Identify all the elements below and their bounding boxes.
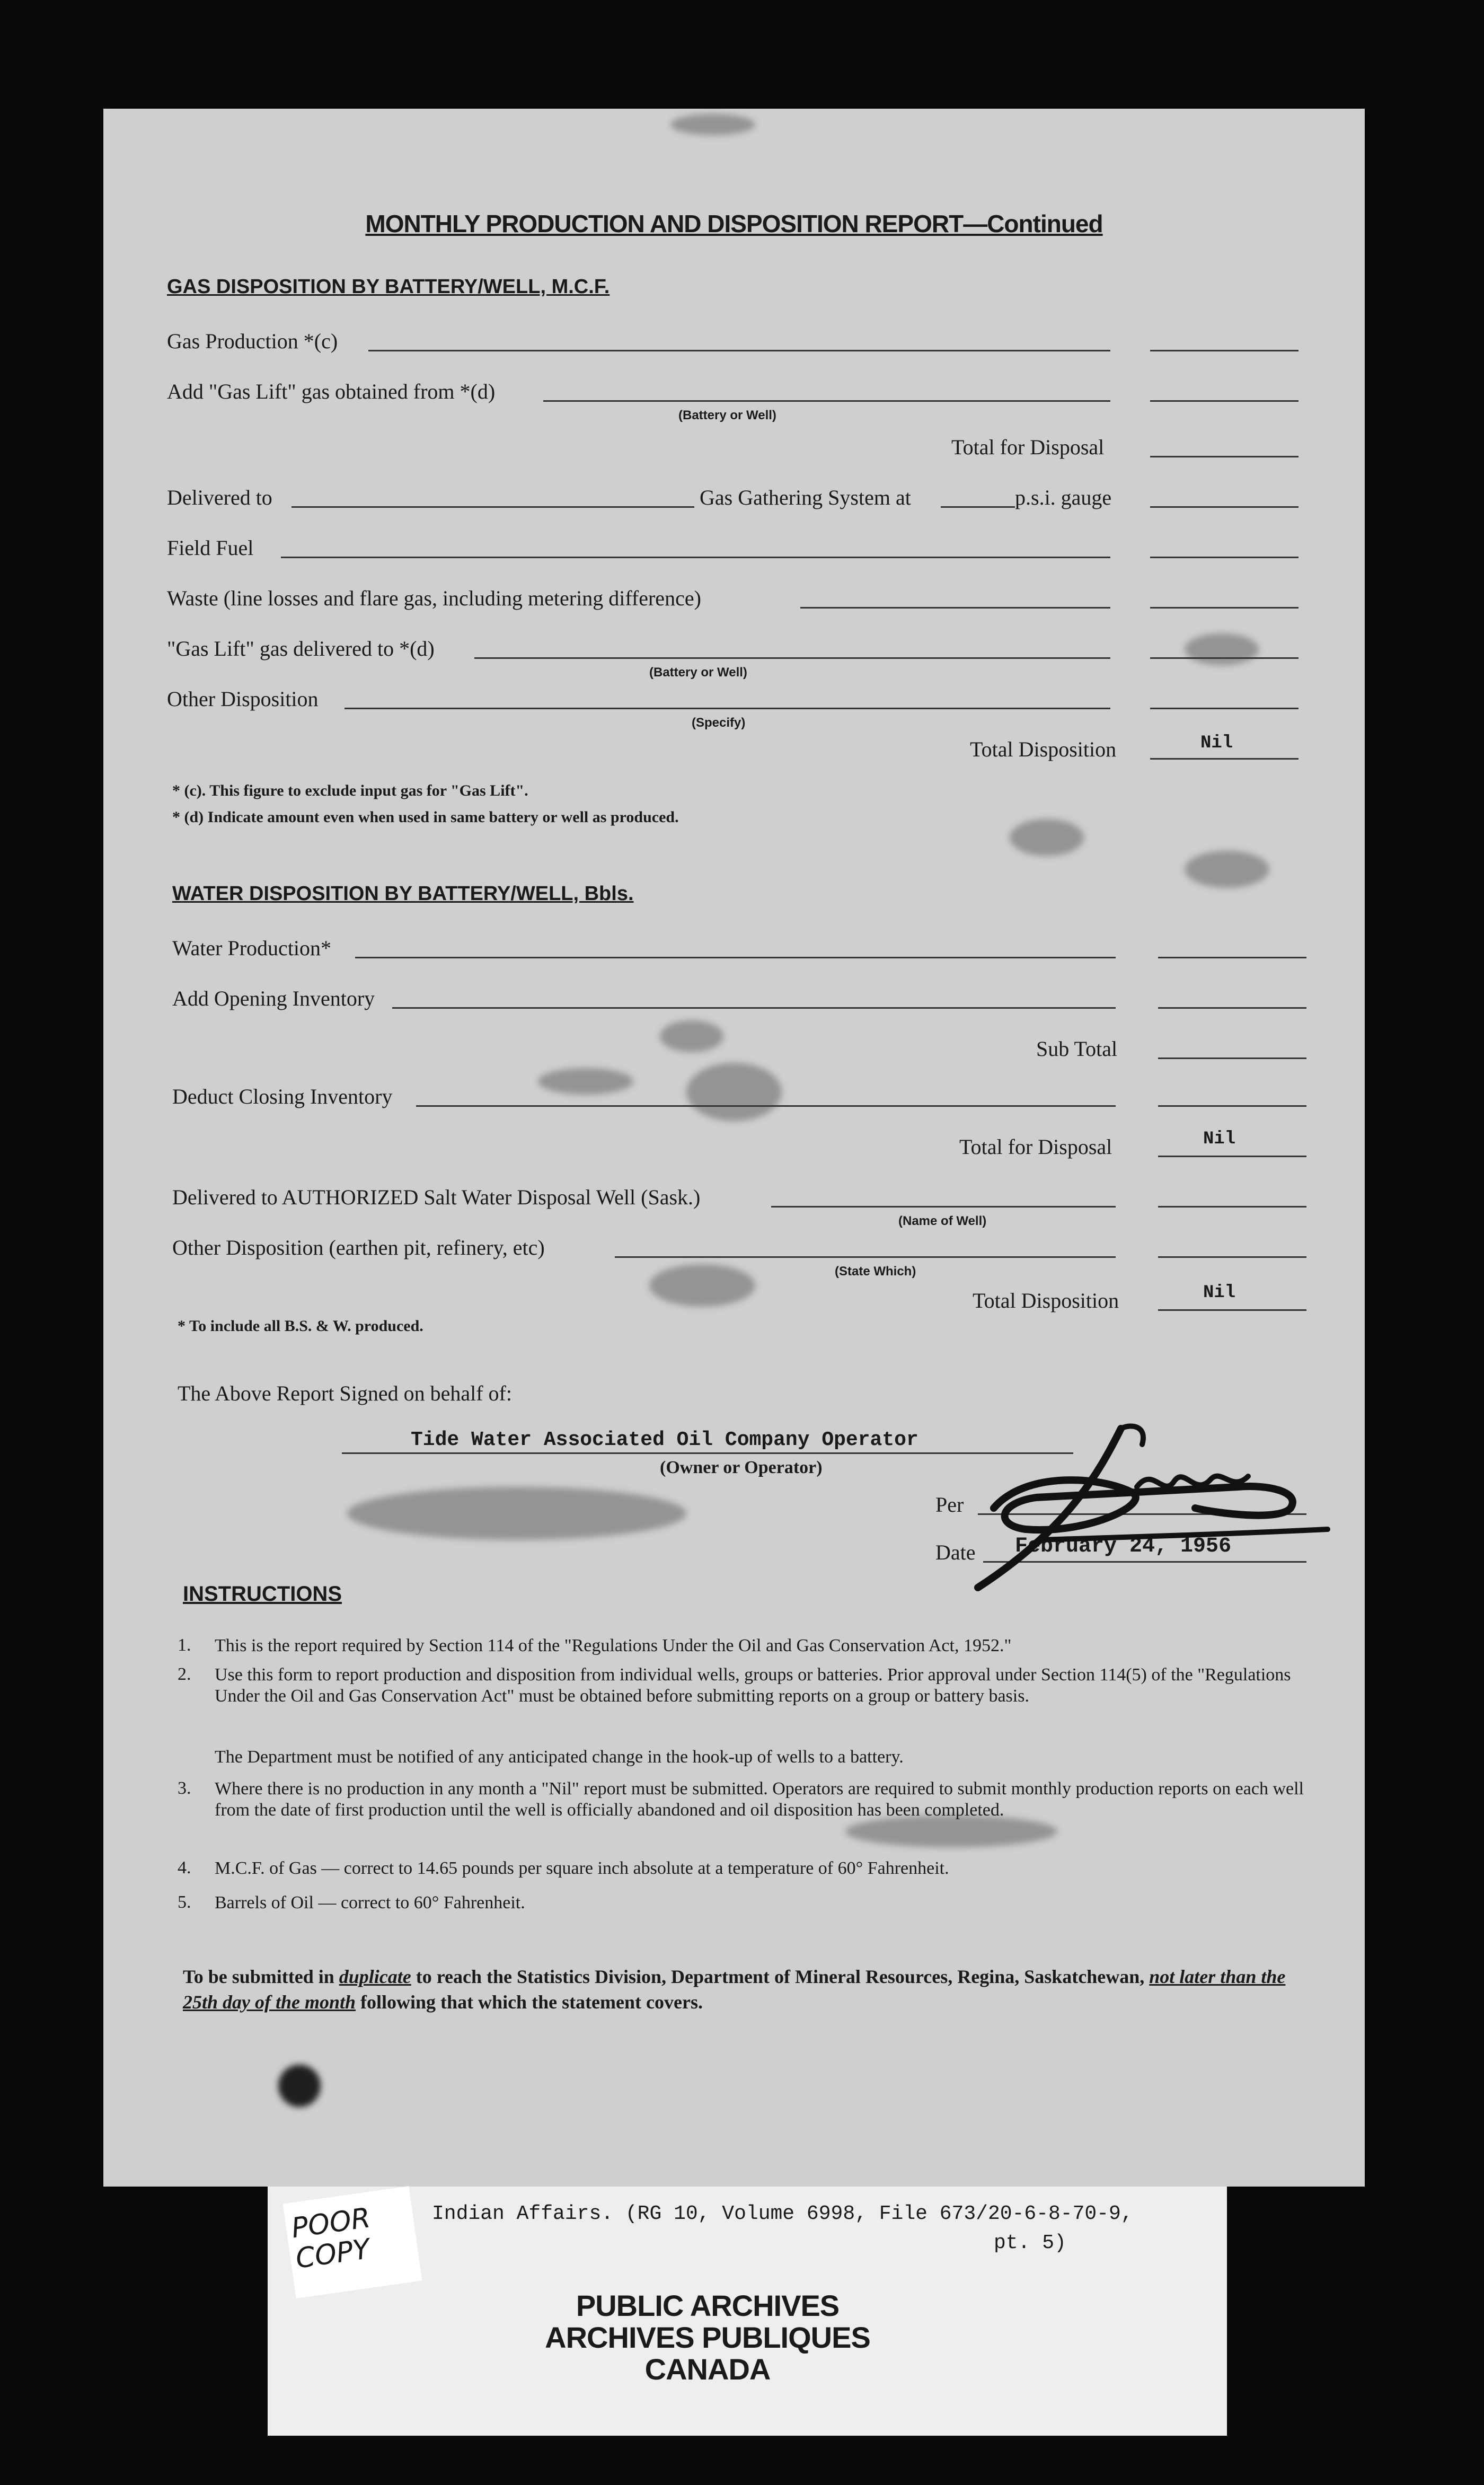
gas-section-heading: GAS DISPOSITION BY BATTERY/WELL, M.C.F. [167,276,610,298]
instruction-4-number: 4. [178,1858,191,1878]
instructions-heading: INSTRUCTIONS [183,1582,342,1606]
per-label: Per [935,1493,964,1517]
note-c: * (c). This figure to exclude input gas for "Gas Lift". [172,782,528,799]
field-fuel-label: Field Fuel [167,536,254,560]
deduct-closing-inventory-label: Deduct Closing Inventory [172,1085,393,1108]
submission-instruction [183,1964,1317,2015]
water-total-for-disposal-value: Nil [1203,1129,1236,1149]
delivered-to-amount[interactable] [1150,506,1298,508]
state-which-caption: (State Which) [835,1264,916,1279]
gas-production-line[interactable] [368,350,1110,351]
sub-total-amount[interactable] [1158,1058,1306,1059]
instruction-4: M.C.F. of Gas — correct to 14.65 pounds per square inch absolute at a temperature of 60° Fahrenheit. [215,1858,949,1878]
gas-total-disposition-label: Total Disposition [970,737,1117,761]
water-other-disposition-label: Other Disposition (earthen pit, refinery, etc) [172,1236,545,1259]
archive-reference-line-1: Indian Affairs. (RG 10, Volume 6998, File 673/20-6-8-70-9, [432,2202,1133,2225]
delivered-authorized-line[interactable] [771,1206,1116,1208]
add-opening-inventory-amount[interactable] [1158,1007,1306,1009]
gas-total-for-disposal-label: Total for Disposal [951,435,1105,459]
instruction-2-note: The Department must be notified of any anticipated change in the hook-up of wells to a battery. [215,1747,904,1767]
company-name: Tide Water Associated Oil Company Operator [411,1429,918,1451]
psi-line[interactable] [941,506,1015,508]
submit-part-2: to reach the Statistics Division, Department of Mineral Resources, Regina, Saskatchewan, [411,1966,1150,1987]
instruction-5-number: 5. [178,1892,191,1912]
waste-amount[interactable] [1150,607,1298,609]
water-note: * To include all B.S. & W. produced. [178,1317,423,1335]
instruction-2: Use this form to report production and disposition from individual wells, groups or batteries. Prior approval under Section 114(5) of the "Regulations Under the Oil and Gas Conservation Act" must be obtained before submitting reports on a group or battery basis. [215,1665,1291,1706]
submit-part-1: To be submitted in [183,1966,339,1987]
submit-part-3: following that which the statement covers. [356,1991,703,2013]
signed-on-behalf-label: The Above Report Signed on behalf of: [178,1381,512,1405]
deduct-closing-inventory-line[interactable] [416,1105,1116,1107]
note-d: * (d) Indicate amount even when used in same battery or well as produced. [172,808,679,826]
gas-lift-delivered-amount[interactable] [1150,657,1298,659]
gas-other-disposition-line[interactable] [344,708,1110,709]
instruction-3-number: 3. [178,1778,191,1798]
water-section-heading: WATER DISPOSITION BY BATTERY/WELL, Bbls. [172,883,634,905]
water-other-disposition-line[interactable] [615,1256,1116,1258]
field-fuel-amount[interactable] [1150,557,1298,558]
poor-copy-note: POOR COPY [283,2186,422,2298]
submit-deadline: not later than the 25th day of the month [183,1966,1286,2013]
water-total-disposition-label: Total Disposition [973,1289,1119,1312]
delivered-to-label: Delivered to [167,486,272,509]
instruction-2-number: 2. [178,1664,191,1684]
gas-lift-delivered-line[interactable] [474,657,1110,659]
add-gas-lift-label: Add "Gas Lift" gas obtained from *(d) [167,380,496,403]
gas-production-amount[interactable] [1150,350,1298,351]
instruction-5: Barrels of Oil — correct to 60° Fahrenheit. [215,1893,525,1913]
owner-or-operator-caption: (Owner or Operator) [660,1458,823,1477]
gas-lift-delivered-label: "Gas Lift" gas delivered to *(d) [167,637,435,660]
add-gas-lift-line[interactable] [543,400,1110,402]
gas-total-disposition-value: Nil [1200,733,1233,753]
sub-total-label: Sub Total [1036,1037,1118,1061]
water-production-amount[interactable] [1158,957,1306,958]
psi-gauge-label: p.s.i. gauge [1015,486,1112,509]
add-opening-inventory-line[interactable] [392,1007,1116,1009]
submit-duplicate: duplicate [339,1966,411,1987]
name-of-well-caption: (Name of Well) [898,1214,987,1228]
water-total-disposition-line[interactable] [1158,1309,1306,1311]
water-total-disposition-value: Nil [1203,1283,1236,1303]
add-gas-lift-amount[interactable] [1150,400,1298,402]
delivered-to-line[interactable] [292,506,694,508]
stamp-archives-publiques: ARCHIVES PUBLIQUES [545,2321,870,2354]
specify-caption: (Specify) [692,716,746,730]
waste-label: Waste (line losses and flare gas, including metering difference) [167,586,701,610]
water-total-for-disposal-label: Total for Disposal [959,1135,1112,1159]
waste-line[interactable] [800,607,1110,609]
field-fuel-line[interactable] [281,557,1110,558]
instruction-1: This is the report required by Section 114 of the "Regulations Under the Oil and Gas Conservation Act, 1952." [215,1636,1012,1655]
delivered-authorized-amount[interactable] [1158,1206,1306,1208]
instruction-1-number: 1. [178,1635,191,1655]
gas-other-disposition-label: Other Disposition [167,687,319,711]
battery-or-well-caption-2: (Battery or Well) [649,665,747,680]
water-total-for-disposal-line[interactable] [1158,1156,1306,1157]
water-production-label: Water Production* [172,936,332,960]
instruction-3: Where there is no production in any month a "Nil" report must be submitted. Operators are required to submit monthly production reports on each well from the date of first production until the well is officially abandoned and oil disposition has been completed. [215,1779,1304,1820]
battery-or-well-caption: (Battery or Well) [678,408,776,422]
delivered-authorized-label: Delivered to AUTHORIZED Salt Water Disposal Well (Sask.) [172,1185,701,1209]
water-other-disposition-amount[interactable] [1158,1256,1306,1258]
gas-total-for-disposal-amount[interactable] [1150,456,1298,457]
gathering-system-label: Gas Gathering System at [700,486,911,509]
stamp-public-archives: PUBLIC ARCHIVES [576,2289,840,2322]
gas-other-disposition-amount[interactable] [1150,708,1298,709]
form-title: MONTHLY PRODUCTION AND DISPOSITION REPORT—Continued [365,210,1103,237]
gas-total-disposition-line[interactable] [1150,758,1298,760]
report-page [103,109,1365,2187]
date-value: February 24, 1956 [1015,1535,1232,1558]
add-opening-inventory-label: Add Opening Inventory [172,986,375,1010]
date-label: Date [935,1540,976,1564]
archive-reference-line-2: pt. 5) [994,2232,1066,2254]
water-production-line[interactable] [355,957,1116,958]
gas-production-label: Gas Production *(c) [167,329,338,353]
signature-image [962,1407,1333,1598]
deduct-closing-inventory-amount[interactable] [1158,1105,1306,1107]
archive-stamp [480,2290,935,2385]
stamp-canada: CANADA [644,2352,771,2386]
